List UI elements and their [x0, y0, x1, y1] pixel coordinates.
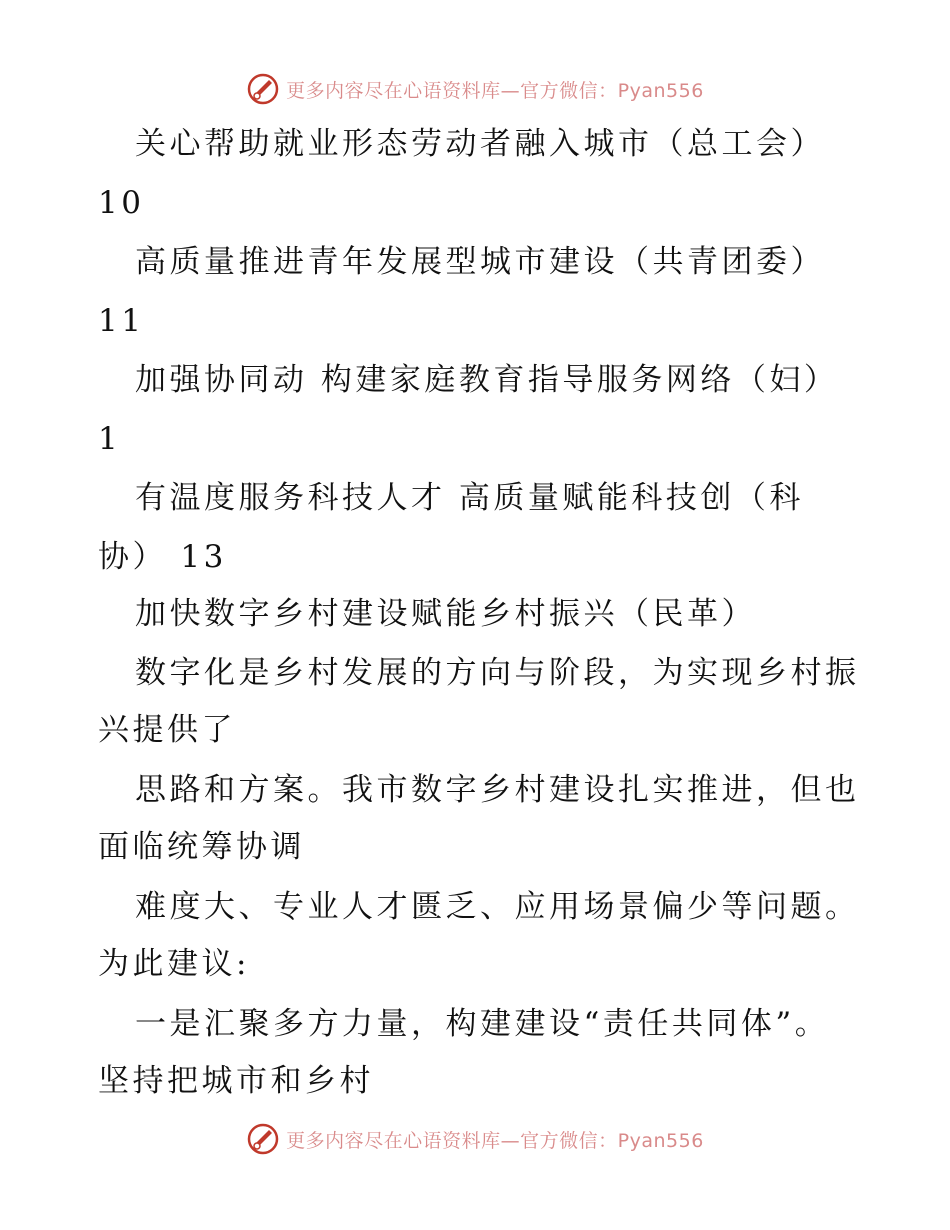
text-line: 一是汇聚多方力量，构建建设“责任共同体”。: [135, 1006, 830, 1042]
watermark-top: [0, 72, 950, 106]
text-line: 11: [98, 303, 145, 339]
watermark-bottom: [0, 1122, 950, 1156]
logo-icon: [246, 72, 280, 106]
logo-icon: [246, 1122, 280, 1156]
text-line: 10: [98, 185, 145, 221]
text-line: 难度大、专业人才匮乏、应用场景偏少等问题。: [135, 889, 860, 925]
text-line: 关心帮助就业形态劳动者融入城市（总工会）: [135, 126, 825, 162]
text-line: 思路和方案。我市数字乡村建设扎实推进，但也: [135, 772, 860, 808]
text-line: 高质量推进青年发展型城市建设（共青团委）: [135, 244, 825, 280]
text-line: 坚持把城市和乡村: [98, 1063, 374, 1099]
watermark-text: 更多内容尽在心语资料库—官方微信：Pyan556: [286, 1129, 704, 1152]
text-line: 1: [98, 421, 122, 457]
text-line: 协） 13: [98, 539, 227, 575]
text-line: 为此建议:: [98, 946, 250, 982]
text-line: 兴提供了: [98, 712, 236, 748]
watermark-text: 更多内容尽在心语资料库—官方微信：Pyan556: [286, 79, 704, 102]
text-line: 数字化是乡村发展的方向与阶段，为实现乡村振: [135, 655, 860, 691]
text-line: 加快数字乡村建设赋能乡村振兴（民革）: [135, 596, 756, 632]
text-line: 面临统筹协调: [98, 829, 305, 865]
text-line: 加强协同动 构建家庭教育指导服务网络（妇）: [135, 362, 839, 398]
text-line: 有温度服务科技人才 高质量赋能科技创（科: [135, 480, 804, 516]
